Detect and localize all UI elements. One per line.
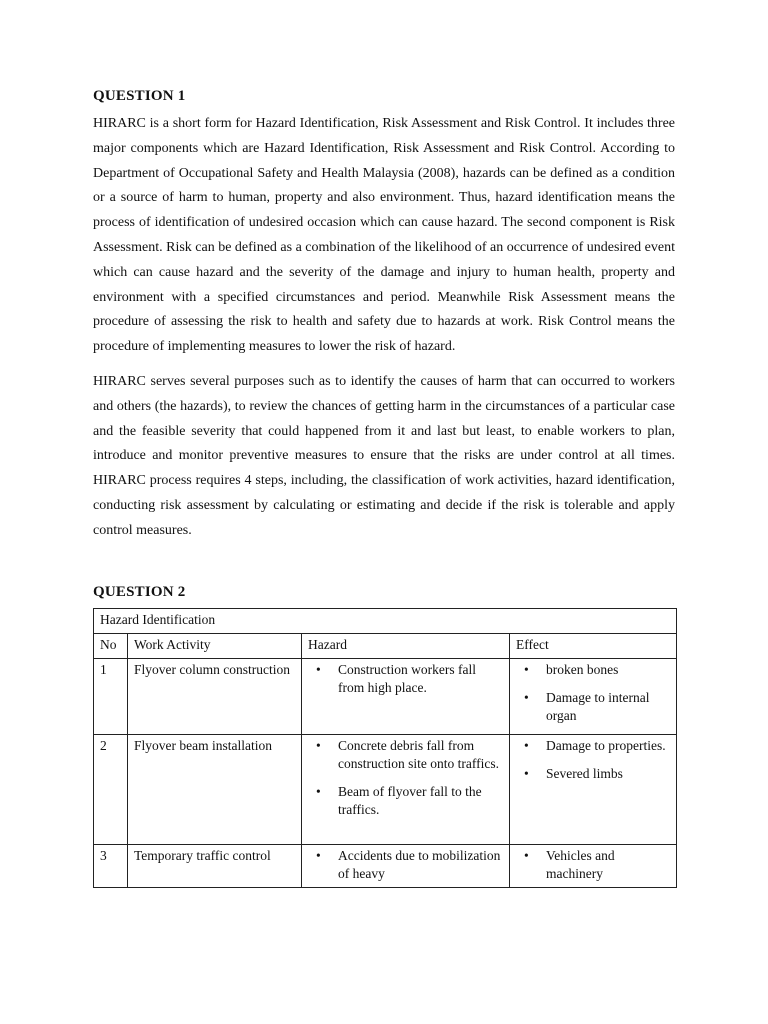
header-work-activity: Work Activity (128, 633, 302, 658)
row-effects (510, 734, 677, 844)
row-work-activity: Flyover column construction (128, 658, 302, 734)
hazard-item: • Construction workers fall from high place. (338, 661, 503, 697)
row-work-activity: Temporary traffic control (128, 844, 302, 887)
effect-item: • Damage to properties. (546, 737, 670, 755)
effect-item: • Vehicles and machinery (546, 847, 670, 883)
row-hazards (302, 844, 510, 887)
table-title-row (94, 608, 677, 633)
table-header-row (94, 633, 677, 658)
question-2-heading: QUESTION 2 (93, 583, 186, 600)
row-hazards (302, 734, 510, 844)
document-page (93, 86, 675, 888)
row-work-activity: Flyover beam installation (128, 734, 302, 844)
header-effect: Effect (510, 633, 677, 658)
effect-item: • Severed limbs (546, 765, 670, 783)
effect-item: • broken bones (546, 661, 670, 679)
table-row (94, 844, 677, 887)
row-number: 2 (94, 734, 128, 844)
row-number: 1 (94, 658, 128, 734)
hazard-item: • Concrete debris fall from construction site onto traffics. (338, 737, 503, 773)
row-effects (510, 658, 677, 734)
row-hazards (302, 658, 510, 734)
effect-item: • Damage to internal organ (546, 689, 670, 725)
table-title: Hazard Identification (94, 608, 677, 633)
row-effects (510, 844, 677, 887)
hazard-item: • Accidents due to mobilization of heavy (338, 847, 503, 883)
question-1-paragraph-2: HIRARC serves several purposes such as to identify the causes of harm that can occurred to workers and others (the hazards), to review the chances of getting harm in the circumstances of a particular case and the feasible severity that could happened from it and last but least, to enable workers to plan, introduce and monitor preventive measures to ensure that the risks are under control at all times. HIRARC process requires 4 steps, including, the classification of work activities, hazard identification, conducting risk assessment by calculating or estimating and decide if the risk is tolerable and apply control measures. (93, 373, 675, 538)
question-1-heading: QUESTION 1 (93, 88, 186, 104)
row-number: 3 (94, 844, 128, 887)
question-1-paragraph-1: HIRARC is a short form for Hazard Identification, Risk Assessment and Risk Control. It includes three major components which are Hazard Identification, Risk Assessment and Risk Control. According to Department of Occupational Safety and Health Malaysia (2008), hazards can be defined as a condition or a source of harm to human, property and also environment. Thus, hazard identification means the process of identification of undesired occasion which can cause hazard. The second component is Risk Assessment. Risk can be defined as a combination of the likelihood of an occurrence of undesired event which can cause hazard and the severity of the damage and injury to human health, property and environment with a specified circumstances and period. Meanwhile Risk Assessment means the procedure of assessing the risk to health and safety due to hazards at work. Risk Control means the procedure of implementing measures to lower the risk of hazard. (93, 116, 675, 355)
table-row (94, 658, 677, 734)
header-hazard: Hazard (302, 633, 510, 658)
hazard-item: • Beam of flyover fall to the traffics. (338, 783, 503, 819)
header-no: No (94, 633, 128, 658)
hazard-identification-table (93, 608, 677, 888)
table-row (94, 734, 677, 844)
